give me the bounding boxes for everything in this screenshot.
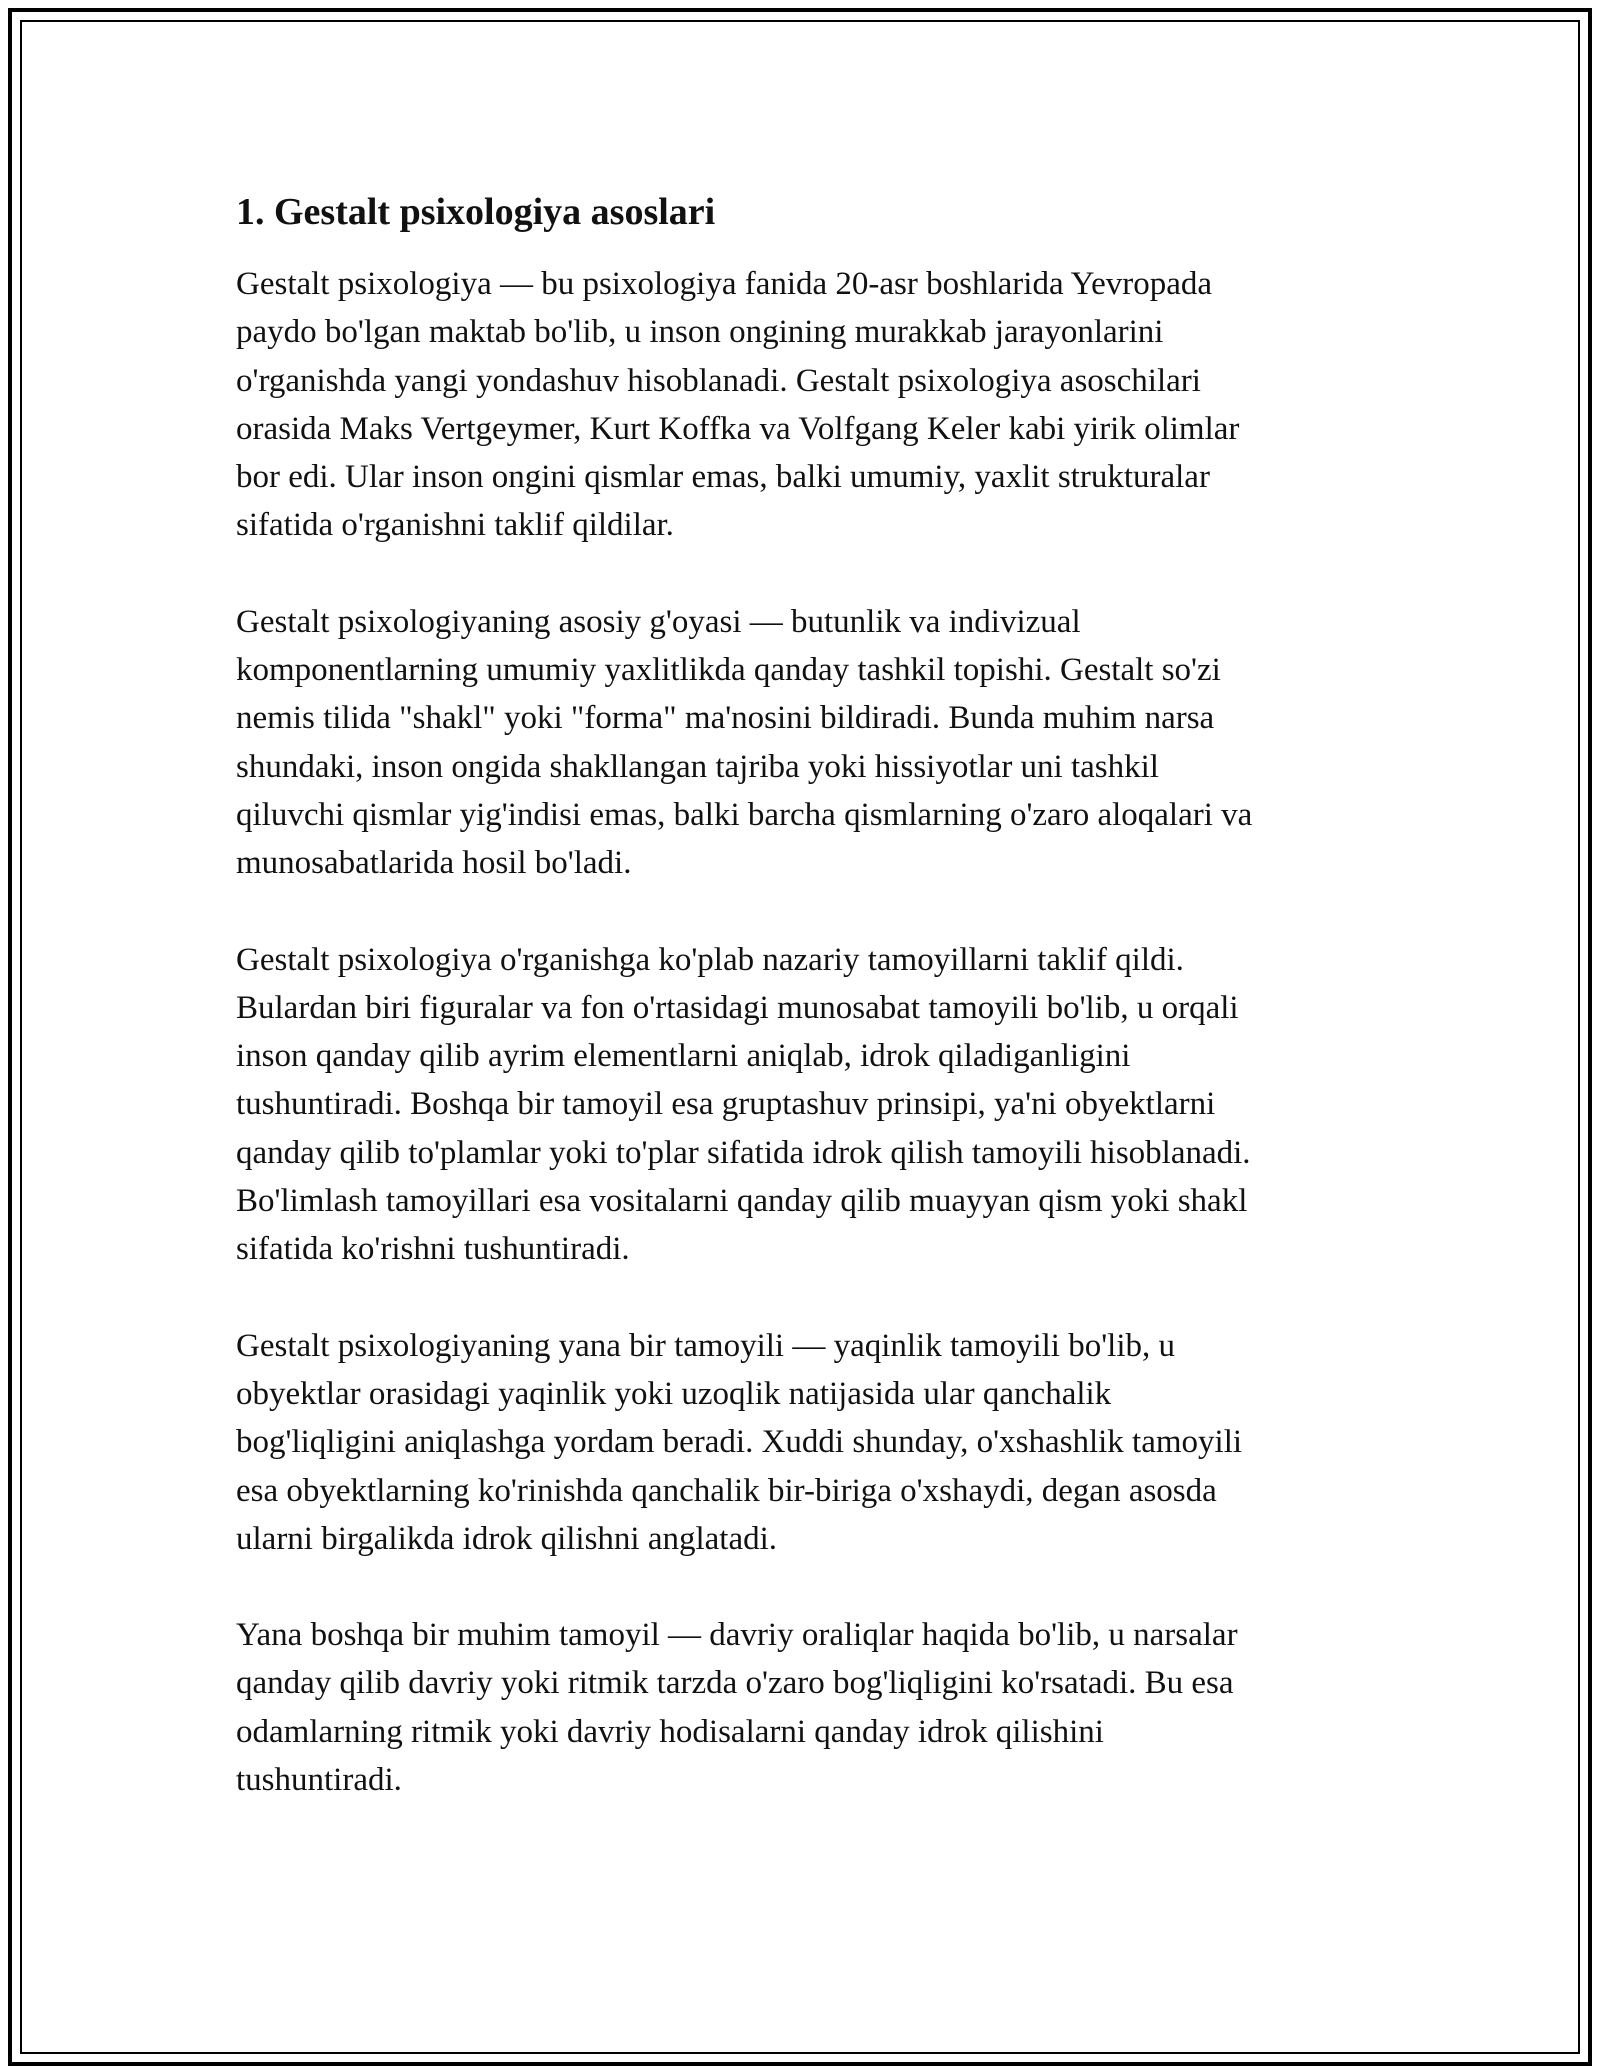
paragraph-periodicity: Yana boshqa bir muhim tamoyil — davriy oraliqlar haqida bo'lib, u narsalar qanday qilib davriy yoki ritmik tarzda o'zaro bog'liqligini ko'rsatadi. Bu esa odamlarning ritmik yoki davriy hodisalarni qanday idrok qilishini tushuntiradi. [236, 1617, 1238, 1799]
section-heading: 1. Gestalt psixologiya asoslari [236, 191, 716, 233]
paragraph-intro: Gestalt psixologiya — bu psixologiya fanida 20-asr boshlarida Yevropada paydo bo'lgan maktab bo'lib, u inson ongining murakkab jarayonlarini o'rganishda yangi yondashuv hisoblanadi. Gestalt psixologiya asoschilari orasida Maks Vertgeymer, Kurt Koffka va Volfgang Keler kabi yirik olimlar bor edi. Ular inson ongini qismlar emas, balki umumiy, yaxlit strukturalar sifatida o'rganishni taklif qildilar. [236, 266, 1240, 544]
document-body [236, 188, 1376, 1852]
paragraph-main-idea: Gestalt psixologiyaning asosiy g'oyasi — butunlik va indivizual komponentlarning umumiy yaxlitlikda qanday tashkil topishi. Gestalt so'zi nemis tilida "shakl" yoki "forma" ma'nosini bildiradi. Bunda muhim narsa shundaki, inson ongida shakllangan tajriba yoki hissiyotlar uni tashkil qiluvchi qismlar yig'indisi emas, balki barcha qismlarning o'zaro aloqalari va munosabatlarida hosil bo'ladi. [236, 603, 1253, 882]
paragraph-proximity: Gestalt psixologiyaning yana bir tamoyili — yaqinlik tamoyili bo'lib, u obyektlar orasidagi yaqinlik yoki uzoqlik natijasida ular qanchalik bog'liqligini aniqlashga yordam beradi. Xuddi shunday, o'xshashlik tamoyili esa obyektlarning ko'rinishda qanchalik bir-biriga o'xshaydi, degan asosda ularni birgalikda idrok qilishni anglatadi. [236, 1327, 1243, 1557]
paragraph-principles: Gestalt psixologiya o'rganishga ko'plab nazariy tamoyillarni taklif qildi. Bulardan biri figuralar va fon o'rtasidagi munosabat tamoyili bo'lib, u orqali inson qanday qilib ayrim elementlarni aniqlab, idrok qiladiganligini tushuntiradi. Boshqa bir tamoyil esa gruptashuv prinsipi, ya'ni obyektlarni qanday qilib to'plamlar yoki to'plar sifatida idrok qilish tamoyili hisoblanadi. Bo'limlash tamoyillari esa vositalarni qanday qilib muayyan qism yoki shakl sifatida ko'rishni tushuntiradi. [236, 941, 1251, 1268]
